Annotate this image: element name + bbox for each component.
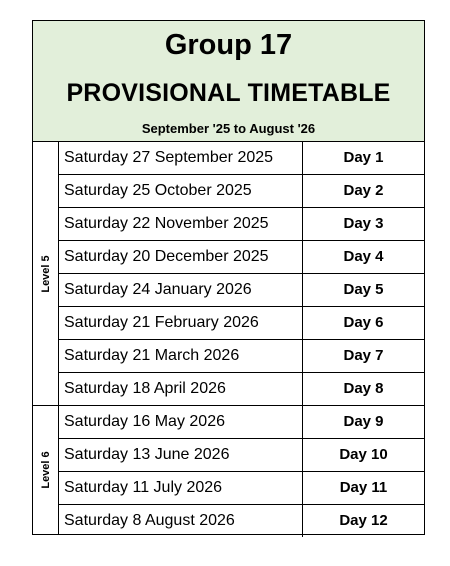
session-date: Saturday 21 March 2026: [59, 340, 303, 372]
timetable-header: [33, 21, 424, 142]
session-date: Saturday 13 June 2026: [59, 439, 303, 471]
level-5-label: Level 5: [39, 254, 52, 293]
table-row: [59, 373, 424, 406]
session-date: Saturday 22 November 2025: [59, 208, 303, 240]
session-day: Day 5: [343, 281, 384, 298]
session-day: Day 11: [339, 479, 388, 496]
session-day: Day 2: [343, 182, 384, 199]
table-row: [59, 208, 424, 241]
session-day: Day 4: [343, 248, 384, 265]
table-row: [59, 439, 424, 472]
session-day: Day 12: [339, 512, 388, 529]
level-6-group: [33, 406, 59, 534]
timetable-sheet: [32, 20, 425, 535]
level-6-label: Level 6: [39, 451, 52, 489]
session-date: Saturday 11 July 2026: [59, 472, 303, 504]
session-day: Day 8: [343, 380, 384, 397]
timetable-subtitle: PROVISIONAL TIMETABLE: [66, 79, 391, 107]
session-day: Day 3: [343, 215, 384, 232]
session-day: Day 10: [339, 446, 388, 463]
session-day: Day 9: [343, 413, 384, 430]
session-day: Day 6: [343, 314, 384, 331]
level-5-group: [33, 142, 59, 406]
group-title: Group 17: [164, 29, 293, 61]
table-row: [59, 241, 424, 274]
session-date: Saturday 25 October 2025: [59, 175, 303, 207]
table-row: [59, 406, 424, 439]
session-date: Saturday 27 September 2025: [59, 142, 303, 174]
session-date: Saturday 18 April 2026: [59, 373, 303, 405]
table-row: [59, 472, 424, 505]
timetable-rows: [59, 142, 424, 537]
table-row: [59, 505, 424, 537]
session-day: Day 7: [343, 347, 384, 364]
table-row: [59, 307, 424, 340]
session-date: Saturday 21 February 2026: [59, 307, 303, 339]
session-date: Saturday 16 May 2026: [59, 406, 303, 438]
date-range: September '25 to August '26: [141, 121, 316, 136]
session-date: Saturday 20 December 2025: [59, 241, 303, 273]
table-row: [59, 274, 424, 307]
session-day: Day 1: [343, 149, 384, 166]
table-row: [59, 340, 424, 373]
session-date: Saturday 24 January 2026: [59, 274, 303, 306]
table-row: [59, 175, 424, 208]
table-row: [59, 142, 424, 175]
session-date: Saturday 8 August 2026: [59, 505, 303, 537]
